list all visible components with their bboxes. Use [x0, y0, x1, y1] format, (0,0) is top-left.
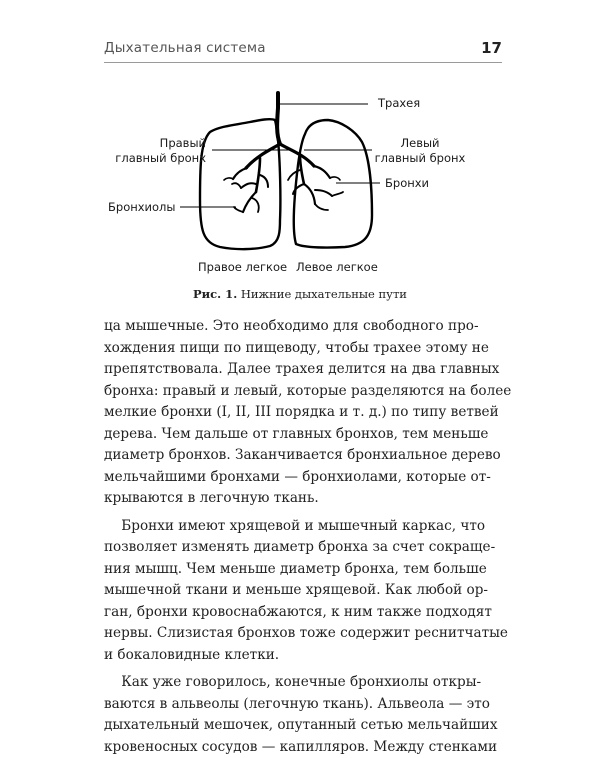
page-number: 17	[481, 39, 502, 57]
left-main-bronchus	[280, 144, 314, 166]
trachea	[277, 93, 280, 144]
text-line: хождения пищи по пищеводу, чтобы трахее этому не	[104, 338, 462, 360]
text-line: мельчайшими бронхами — бронхиолами, которые от-	[104, 467, 462, 489]
text-line: ния мышц. Чем меньше диаметр бронха, тем больше	[104, 559, 462, 581]
text-line: ца мышечные. Это необходимо для свободного про-	[104, 316, 462, 338]
text-line: мелкие бронхи (I, II, III порядка и т. д.) по типу ветвей	[104, 402, 462, 424]
text-line: позволяет изменять диаметр бронха за счет сокраще-	[104, 537, 462, 559]
figure-caption	[100, 287, 500, 301]
figure-caption-prefix: Рис. 1.	[193, 287, 237, 301]
label-bronchi: Бронхи	[385, 176, 429, 191]
label-left-main-bronchus-line2: главный бронх	[370, 151, 470, 166]
right-main-bronchus	[246, 144, 280, 168]
paragraph-3	[104, 672, 462, 758]
label-left-main-bronchus	[370, 136, 470, 166]
label-left-main-bronchus-line1: Левый	[370, 136, 470, 151]
text-line: диаметр бронхов. Заканчивается бронхиальное дерево	[104, 445, 462, 467]
text-line: Как уже говорилось, конечные бронхиолы откры-	[104, 672, 462, 694]
figure-caption-text: Нижние дыхательные пути	[241, 287, 407, 301]
body-text	[104, 316, 462, 758]
lungs-figure	[100, 80, 500, 300]
text-line: бронха: правый и левый, которые разделяются на более	[104, 381, 462, 403]
text-line: крываются в легочную ткань.	[104, 488, 462, 510]
label-right-main-bronchus	[94, 136, 206, 166]
paragraph-1	[104, 316, 462, 510]
text-line: ваются в альвеолы (легочную ткань). Альвеола — это	[104, 694, 462, 716]
text-line: ган, бронхи кровоснабжаются, к ним также подходят	[104, 602, 462, 624]
label-right-main-bronchus-line2: главный бронх	[94, 151, 206, 166]
text-line: Бронхи имеют хрящевой и мышечный каркас, что	[104, 516, 462, 538]
header-rule	[104, 62, 502, 63]
label-trachea: Трахея	[378, 96, 420, 111]
label-right-lung: Правое легкое	[198, 260, 287, 275]
text-line: нервы. Слизистая бронхов тоже содержит реснитчатые	[104, 623, 462, 645]
text-line: мышечной ткани и меньше хрящевой. Как любой ор-	[104, 580, 462, 602]
text-line: дерева. Чем дальше от главных бронхов, тем меньше	[104, 424, 462, 446]
text-line: препятствовала. Далее трахея делится на два главных	[104, 359, 462, 381]
text-line: дыхательный мешочек, опутанный сетью мельчайших	[104, 715, 462, 737]
running-header	[98, 40, 502, 62]
text-line: и бокаловидные клетки.	[104, 645, 462, 667]
text-line: кровеносных сосудов — капилляров. Между стенками	[104, 737, 462, 758]
label-right-main-bronchus-line1: Правый	[94, 136, 206, 151]
running-header-title: Дыхательная система	[104, 40, 266, 56]
paragraph-2	[104, 516, 462, 667]
label-bronchioles: Бронхиолы	[108, 200, 176, 215]
label-left-lung: Левое легкое	[296, 260, 378, 275]
